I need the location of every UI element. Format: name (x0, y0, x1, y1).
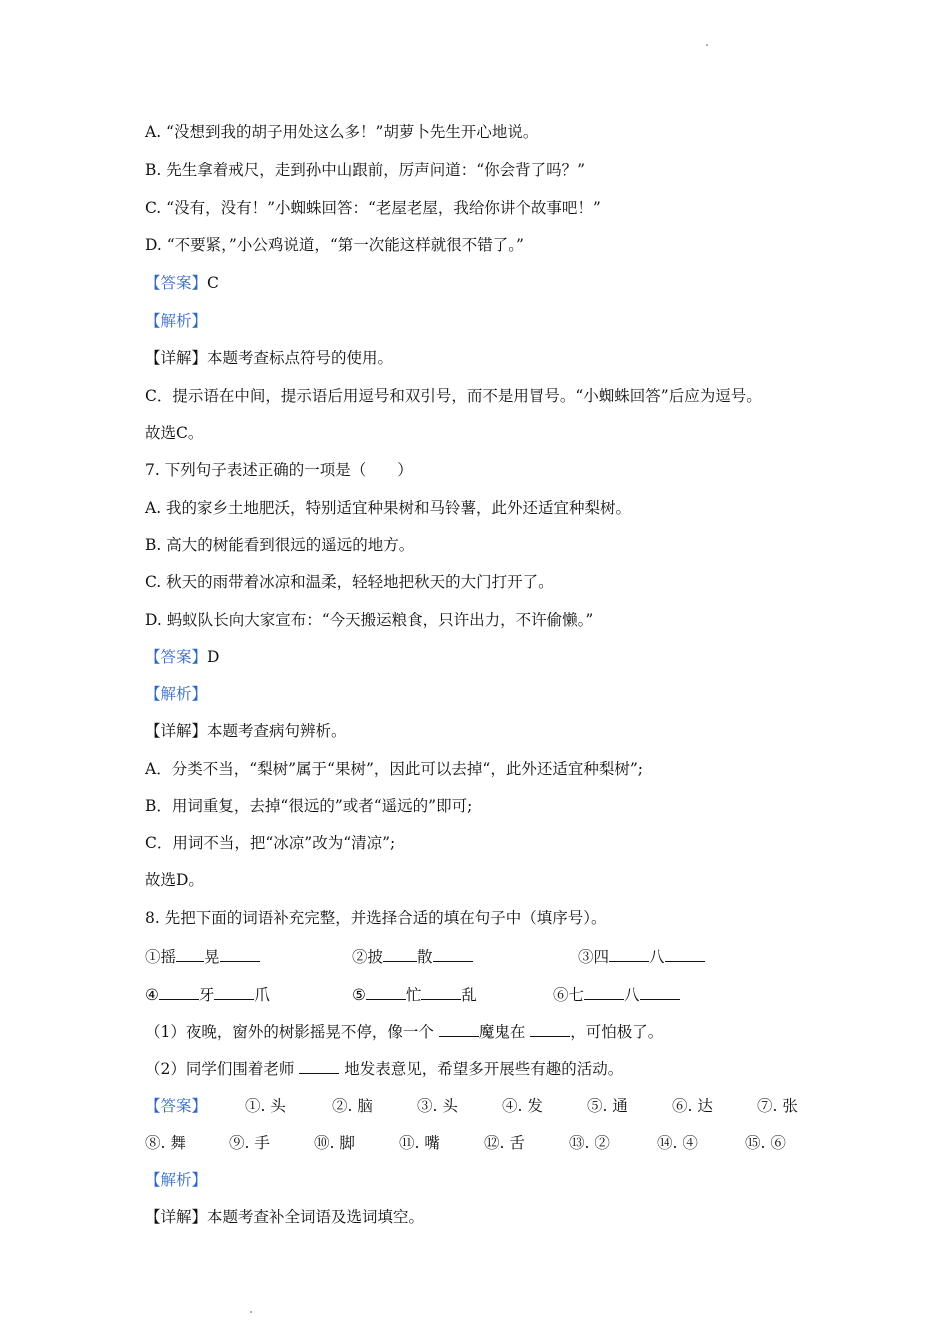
sentence-part: （2）同学们围着老师 (145, 1060, 295, 1078)
answer-item: ⑨. 手 (229, 1134, 270, 1152)
answer-value: C (207, 274, 219, 292)
q6-option-b: B. 先生拿着戒尺，走到孙中山跟前，厉声问道：“你会背了吗？” (145, 161, 586, 179)
word-blank (214, 983, 254, 1000)
sentence-blank (530, 1020, 570, 1037)
word-char: 晃 (204, 948, 220, 966)
q8-sentence-2 (145, 1057, 623, 1079)
q6-explain: C．提示语在中间，提示语后用逗号和双引号，而不是用冒号。“小蜘蛛回答”后应为逗号。 (145, 387, 762, 405)
answer-item: ③. 头 (417, 1097, 458, 1115)
q7-analysis-tag: 【解析】 (145, 685, 208, 703)
sentence-part: ，可怕极了。 (570, 1023, 664, 1041)
word-char: 乱 (461, 986, 477, 1004)
q6-answer (145, 273, 219, 293)
word-item-2 (352, 945, 473, 967)
answer-item: ⑪. 嘴 (399, 1134, 440, 1152)
answer-item: ⑬. ② (569, 1134, 610, 1152)
word-char: 爪 (254, 986, 270, 1004)
q7-option-b: B. 高大的树能看到很远的遥远的地方。 (145, 536, 415, 554)
word-blank (609, 945, 649, 962)
answer-item: ⑫. 舌 (484, 1134, 525, 1152)
word-item-5 (352, 983, 477, 1005)
word-char: 散 (417, 948, 433, 966)
q8-detail (145, 1207, 424, 1227)
q7-option-d: D. 蚂蚁队长向大家宣布：“今天搬运粮食，只许出力，不许偷懒。” (145, 611, 594, 629)
word-blank (421, 983, 461, 1000)
answer-item: ⑮. ⑥ (745, 1134, 786, 1152)
answer-item: ②. 脑 (332, 1097, 373, 1115)
word-blank (176, 945, 204, 962)
answer-item: ⑭. ④ (657, 1134, 698, 1152)
q8-answer-tag: 【答案】 (145, 1097, 208, 1115)
word-char: ⑤ (352, 986, 366, 1004)
q7-answer (145, 647, 219, 667)
word-blank (665, 945, 705, 962)
sentence-blank (439, 1020, 479, 1037)
sentence-part: 魔鬼在 (478, 1023, 526, 1041)
sentence-part: 地发表意见，希望多开展些有趣的活动。 (344, 1060, 624, 1078)
answer-item: ⑦. 张 (757, 1097, 798, 1115)
word-item-4 (145, 983, 270, 1005)
word-char: ③四 (578, 948, 610, 966)
page-mark (250, 1311, 252, 1313)
q6-option-d: D. “不要紧，”小公鸡说道，“第一次能这样就很不错了。” (145, 236, 524, 254)
answer-item: ⑩. 脚 (314, 1134, 355, 1152)
word-char: ④ (145, 986, 159, 1004)
answer-item: ⑤. 通 (587, 1097, 628, 1115)
answer-item: ⑥. 达 (672, 1097, 713, 1115)
detail-text: 本题考查标点符号的使用。 (207, 349, 394, 367)
answer-item: ④. 发 (502, 1097, 543, 1115)
q7-explain-b: B．用词重复，去掉“很远的”或者“遥远的”即可; (145, 797, 473, 815)
word-char: 八 (624, 986, 640, 1004)
word-char: 八 (649, 948, 665, 966)
word-blank (584, 983, 624, 1000)
word-blank (366, 983, 406, 1000)
q6-option-c: C. “没有，没有！”小蜘蛛回答：“老屋老屋，我给你讲个故事吧！” (145, 199, 601, 217)
detail-tag: 【详解】 (145, 349, 208, 367)
q7-stem: 7. 下列句子表述正确的一项是（ ） (145, 461, 413, 479)
detail-tag: 【详解】 (145, 1208, 208, 1226)
word-char: 忙 (405, 986, 422, 1004)
word-blank (220, 945, 260, 962)
q8-sentence-1 (145, 1020, 663, 1042)
word-char: ⑥七 (553, 986, 585, 1004)
word-item-6 (553, 983, 680, 1005)
word-char: ①摇 (145, 948, 177, 966)
q6-analysis-tag: 【解析】 (145, 312, 208, 330)
answer-value: D (207, 648, 220, 666)
page-mark (706, 44, 708, 46)
q8-analysis-tag: 【解析】 (145, 1171, 208, 1189)
q6-conclusion: 故选C。 (145, 424, 204, 442)
q7-explain-a: A．分类不当，“梨树”属于“果树”，因此可以去掉“，此外还适宜种梨树”; (145, 760, 643, 778)
word-blank (640, 983, 680, 1000)
word-blank (433, 945, 473, 962)
q7-option-a: A. 我的家乡土地肥沃，特别适宜种果树和马铃薯，此外还适宜种梨树。 (145, 499, 632, 517)
answer-tag: 【答案】 (145, 648, 208, 666)
word-blank (159, 983, 199, 1000)
q6-option-a: A. “没想到我的胡子用处这么多！”胡萝卜先生开心地说。 (145, 123, 539, 141)
word-item-1 (145, 945, 260, 967)
word-char: 牙 (198, 986, 215, 1004)
q6-detail (145, 348, 393, 368)
sentence-part: （1）夜晚，窗外的树影摇晃不停，像一个 (145, 1023, 434, 1041)
answer-item: ⑧. 舞 (145, 1134, 186, 1152)
q7-option-c: C. 秋天的雨带着冰凉和温柔，轻轻地把秋天的大门打开了。 (145, 573, 554, 591)
q8-stem: 8. 先把下面的词语补充完整，并选择合适的填在句子中（填序号）。 (145, 909, 607, 927)
q7-explain-c: C．用词不当，把“冰凉”改为“清凉”; (145, 834, 396, 852)
detail-text: 本题考查病句辨析。 (207, 722, 347, 740)
word-blank (383, 945, 417, 962)
detail-text: 本题考查补全词语及选词填空。 (207, 1208, 425, 1226)
detail-tag: 【详解】 (145, 722, 208, 740)
answer-tag: 【答案】 (145, 274, 208, 292)
q7-detail (145, 721, 347, 741)
q7-conclusion: 故选D。 (145, 871, 204, 889)
word-item-3 (578, 945, 705, 967)
word-char: ②披 (352, 948, 384, 966)
answer-item: ①. 头 (245, 1097, 286, 1115)
sentence-blank (299, 1057, 339, 1074)
